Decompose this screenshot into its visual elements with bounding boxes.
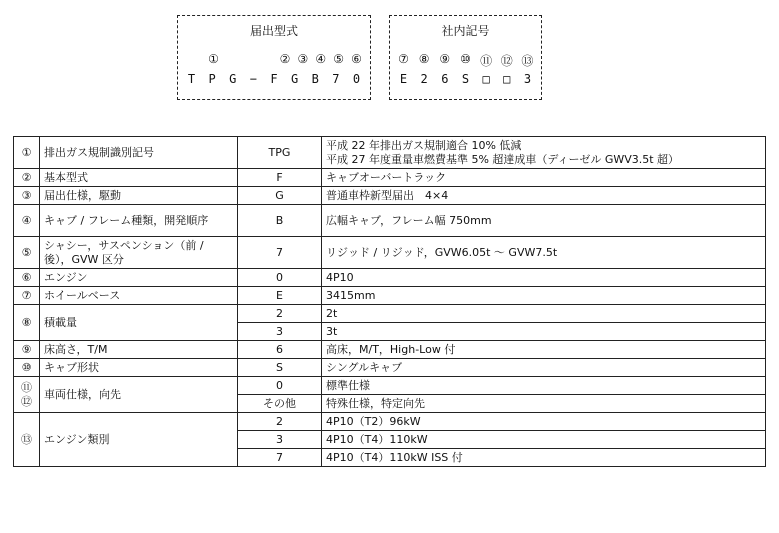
model-designation-title: 届出型式 bbox=[249, 24, 298, 38]
table-row bbox=[14, 413, 766, 431]
item-description bbox=[322, 287, 766, 305]
item-code: 3 bbox=[238, 323, 322, 341]
description-line: 広幅キャブ，フレーム幅 750mm bbox=[326, 213, 492, 227]
item-description: 4P10（T2）96kW bbox=[322, 413, 766, 431]
item-number: ⑦ bbox=[14, 287, 40, 305]
item-name: 基本型式 bbox=[40, 169, 238, 187]
table-row bbox=[14, 359, 766, 377]
internal-number-2: ⑨ bbox=[439, 52, 451, 66]
model-code-table bbox=[13, 136, 766, 467]
description-line: 平成 27 年度重量車燃費基準 5% 超達成車（ディーゼル GWV3.5t 超） bbox=[326, 152, 680, 166]
table-row bbox=[14, 305, 766, 323]
internal-code-code bbox=[396, 72, 535, 86]
item-name: キャブ / フレーム種類，開発順序 bbox=[40, 205, 238, 237]
item-number: ⑬ bbox=[14, 413, 40, 467]
model-designation-box bbox=[177, 15, 371, 100]
item-code: G bbox=[238, 187, 322, 205]
internal-char-1: 2 bbox=[420, 72, 428, 86]
description-line: 高床，M/T，High-Low 付 bbox=[326, 342, 456, 356]
item-number: ⑧ bbox=[14, 305, 40, 341]
item-code: 2 bbox=[238, 413, 322, 431]
description-line: 3415mm bbox=[326, 288, 376, 302]
internal-code-numbers bbox=[396, 52, 535, 69]
item-name: 床高さ，T/M bbox=[40, 341, 238, 359]
item-number-part: ⑪ bbox=[21, 380, 32, 394]
description-line: リジッド / リジッド，GVW6.05t ～ GVW7.5t bbox=[326, 245, 558, 259]
item-description bbox=[322, 187, 766, 205]
item-number: ③ bbox=[14, 187, 40, 205]
model-char-5: G bbox=[291, 72, 299, 86]
internal-code-box bbox=[389, 15, 542, 100]
item-description: 4P10（T4）110kW bbox=[322, 431, 766, 449]
internal-number-1: ⑧ bbox=[418, 52, 430, 66]
internal-number-0: ⑦ bbox=[398, 52, 409, 66]
item-description bbox=[322, 205, 766, 237]
item-code: TPG bbox=[238, 137, 322, 169]
table-row bbox=[14, 287, 766, 305]
item-description: 特殊仕様，特定向先 bbox=[322, 395, 766, 413]
description-line: 4P10 bbox=[326, 270, 354, 284]
table-row bbox=[14, 205, 766, 237]
description-line: キャブオーバートラック bbox=[326, 170, 447, 184]
table-row bbox=[14, 187, 766, 205]
model-char-7: 7 bbox=[332, 72, 340, 86]
item-name: 届出仕様，駆動 bbox=[40, 187, 238, 205]
internal-char-0: E bbox=[399, 72, 408, 86]
item-name: ホイールベース bbox=[40, 287, 238, 305]
item-number: ⑨ bbox=[14, 341, 40, 359]
model-number-2 bbox=[242, 52, 257, 66]
item-description: 標準仕様 bbox=[322, 377, 766, 395]
model-char-6: B bbox=[311, 72, 319, 86]
item-description bbox=[322, 269, 766, 287]
item-description bbox=[322, 137, 766, 169]
item-description: 2t bbox=[322, 305, 766, 323]
item-number: ⑩ bbox=[14, 359, 40, 377]
description-line: 平成 22 年排出ガス規制適合 10% 低減 bbox=[326, 138, 522, 152]
internal-char-5: □ bbox=[503, 72, 511, 86]
internal-char-6: 3 bbox=[523, 72, 532, 86]
item-number bbox=[14, 377, 40, 413]
item-description bbox=[322, 169, 766, 187]
internal-char-4: □ bbox=[482, 72, 490, 86]
item-description: 4P10（T4）110kW ISS 付 bbox=[322, 449, 766, 467]
model-char-8: 0 bbox=[352, 72, 361, 86]
internal-char-3: S bbox=[461, 72, 470, 86]
item-code: S bbox=[238, 359, 322, 377]
model-number-5: ③ bbox=[297, 52, 309, 66]
item-description bbox=[322, 359, 766, 377]
internal-code-title: 社内記号 bbox=[441, 24, 490, 38]
item-description bbox=[322, 237, 766, 269]
item-number-part: ⑫ bbox=[21, 394, 32, 408]
item-name: 車両仕様，向先 bbox=[40, 377, 238, 413]
table-row bbox=[14, 341, 766, 359]
item-name: エンジン bbox=[40, 269, 238, 287]
internal-char-2: 6 bbox=[441, 72, 449, 86]
item-code: 7 bbox=[238, 237, 322, 269]
item-code: F bbox=[238, 169, 322, 187]
model-number-0: ① bbox=[208, 52, 219, 66]
model-char-4: F bbox=[270, 72, 278, 86]
item-code: B bbox=[238, 205, 322, 237]
model-char-1: P bbox=[208, 72, 216, 86]
internal-number-6: ⑬ bbox=[521, 54, 534, 68]
item-code: E bbox=[238, 287, 322, 305]
table-row bbox=[14, 137, 766, 169]
model-char-3: − bbox=[249, 72, 257, 86]
model-number-6: ④ bbox=[315, 52, 327, 66]
description-line: 普通車枠新型届出 4×4 bbox=[326, 188, 449, 202]
model-designation-numbers bbox=[206, 52, 364, 66]
item-name: シャシー，サスペンション（前 / 後），GVW 区分 bbox=[40, 237, 238, 269]
model-designation-code bbox=[184, 72, 364, 86]
item-name: 排出ガス規制識別記号 bbox=[40, 137, 238, 169]
item-number: ⑥ bbox=[14, 269, 40, 287]
item-code: 3 bbox=[238, 431, 322, 449]
model-number-8: ⑥ bbox=[351, 52, 362, 66]
internal-number-5: ⑫ bbox=[500, 54, 513, 68]
model-number-4: ② bbox=[279, 52, 291, 66]
item-number: ② bbox=[14, 169, 40, 187]
model-char-0: T bbox=[187, 72, 196, 86]
table-row bbox=[14, 377, 766, 395]
item-description bbox=[322, 341, 766, 359]
item-number: ④ bbox=[14, 205, 40, 237]
item-number: ⑤ bbox=[14, 237, 40, 269]
item-code: 0 bbox=[238, 269, 322, 287]
item-name: キャブ形状 bbox=[40, 359, 238, 377]
model-number-7: ⑤ bbox=[333, 52, 344, 66]
item-code: 0 bbox=[238, 377, 322, 395]
item-code: 2 bbox=[238, 305, 322, 323]
item-code: 6 bbox=[238, 341, 322, 359]
item-code: その他 bbox=[238, 395, 322, 413]
item-code: 7 bbox=[238, 449, 322, 467]
model-number-3 bbox=[260, 52, 275, 66]
table-row bbox=[14, 237, 766, 269]
model-char-2: G bbox=[229, 72, 237, 86]
item-name: 積載量 bbox=[40, 305, 238, 341]
item-number: ① bbox=[14, 137, 40, 169]
internal-number-3: ⑩ bbox=[460, 52, 471, 66]
item-name: エンジン類別 bbox=[40, 413, 238, 467]
model-number-1 bbox=[224, 52, 239, 66]
internal-number-4: ⑪ bbox=[480, 54, 493, 68]
table-row bbox=[14, 169, 766, 187]
description-line: シングルキャブ bbox=[326, 360, 403, 374]
table-row bbox=[14, 269, 766, 287]
item-description: 3t bbox=[322, 323, 766, 341]
